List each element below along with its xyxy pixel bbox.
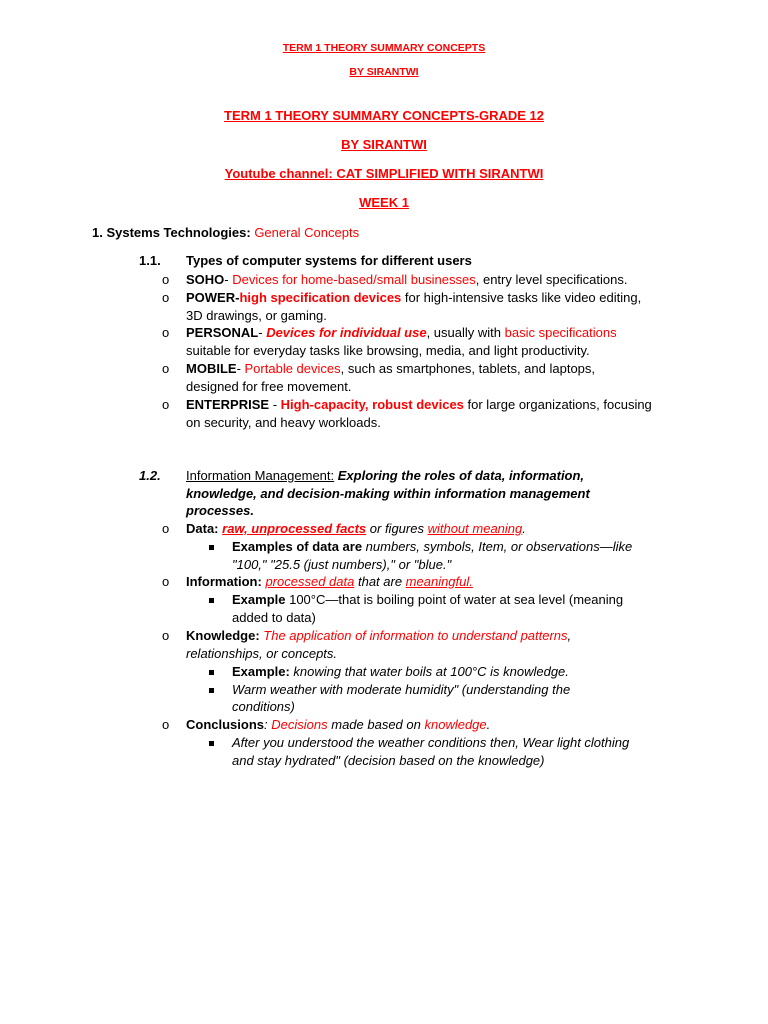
bullet-icon: o xyxy=(162,628,170,643)
square-bullet-icon xyxy=(209,670,214,675)
square-bullet-icon xyxy=(209,741,214,746)
list-item-enterprise-line2: on security, and heavy workloads. xyxy=(186,415,381,430)
week-label: WEEK 1 xyxy=(359,195,409,210)
bullet-icon: o xyxy=(162,397,170,412)
data-example-line2: "100," "25.5 (just numbers)," or "blue." xyxy=(232,557,452,572)
list-item-mobile: MOBILE- Portable devices, such as smartphones, tablets, and laptops, xyxy=(186,361,596,376)
author: BY SIRANTWI xyxy=(341,137,427,152)
section-1-2-number: 1.2. xyxy=(139,468,161,483)
list-item-power: POWER-high specification devices for high-intensive tasks like video editing, xyxy=(186,290,642,305)
header-small-author: BY SIRANTWI xyxy=(349,66,419,78)
list-item-soho: SOHO- Devices for home-based/small businesses, entry level specifications. xyxy=(186,272,628,287)
square-bullet-icon xyxy=(209,688,214,693)
information-example-line2: added to data) xyxy=(232,610,316,625)
conclusions-example: After you understood the weather conditions then, Wear light clothing xyxy=(232,735,630,750)
knowledge-example-2: Warm weather with moderate humidity" (understanding the xyxy=(232,682,571,697)
list-item-mobile-line2: designed for free movement. xyxy=(186,379,352,394)
bullet-icon: o xyxy=(162,325,170,340)
section-1-1-number: 1.1. xyxy=(139,253,161,268)
list-item-knowledge: Knowledge: The application of information to understand patterns, xyxy=(186,628,572,643)
knowledge-example-2-line2: conditions) xyxy=(232,699,295,714)
section-1-2-title: Information Management: Exploring the roles of data, information, xyxy=(186,468,585,483)
knowledge-example-1: Example: knowing that water boils at 100°C is knowledge. xyxy=(232,664,569,679)
bullet-icon: o xyxy=(162,290,170,305)
list-item-power-line2: 3D drawings, or gaming. xyxy=(186,308,327,323)
information-example: Example 100°C—that is boiling point of water at sea level (meaning xyxy=(232,592,624,607)
section-1-2-desc-line2: knowledge, and decision-making within information management xyxy=(186,486,590,501)
header-small-title: TERM 1 THEORY SUMMARY CONCEPTS xyxy=(282,42,486,54)
bullet-icon: o xyxy=(162,272,170,287)
square-bullet-icon xyxy=(209,598,214,603)
list-item-data: Data: raw, unprocessed facts or figures without meaning. xyxy=(186,521,526,536)
list-item-knowledge-line2: relationships, or concepts. xyxy=(186,646,338,661)
youtube-channel: Youtube channel: CAT SIMPLIFIED WITH SIRANTWI xyxy=(224,166,544,181)
bullet-icon: o xyxy=(162,521,170,536)
list-item-enterprise: ENTERPRISE - High-capacity, robust devices for large organizations, focusing xyxy=(186,397,652,412)
bullet-icon: o xyxy=(162,717,170,732)
list-item-information: Information: processed data that are meaningful. xyxy=(186,574,473,589)
list-item-conclusions: Conclusions: Decisions made based on knowledge. xyxy=(186,717,491,732)
list-item-personal: PERSONAL- Devices for individual use, usually with basic specifications xyxy=(186,325,617,340)
conclusions-example-line2: and stay hydrated" (decision based on the knowledge) xyxy=(232,753,545,768)
square-bullet-icon xyxy=(209,545,214,550)
data-example: Examples of data are numbers, symbols, Item, or observations—like xyxy=(232,539,633,554)
section-1-1-title: Types of computer systems for different users xyxy=(186,253,472,268)
bullet-icon: o xyxy=(162,361,170,376)
bullet-icon: o xyxy=(162,574,170,589)
page-title: TERM 1 THEORY SUMMARY CONCEPTS-GRADE 12 xyxy=(224,108,544,123)
list-item-personal-line2: suitable for everyday tasks like browsing, media, and light productivity. xyxy=(186,343,590,358)
section-1-heading: 1. Systems Technologies: General Concepts xyxy=(92,225,360,240)
section-1-2-desc-line3: processes. xyxy=(186,503,254,518)
